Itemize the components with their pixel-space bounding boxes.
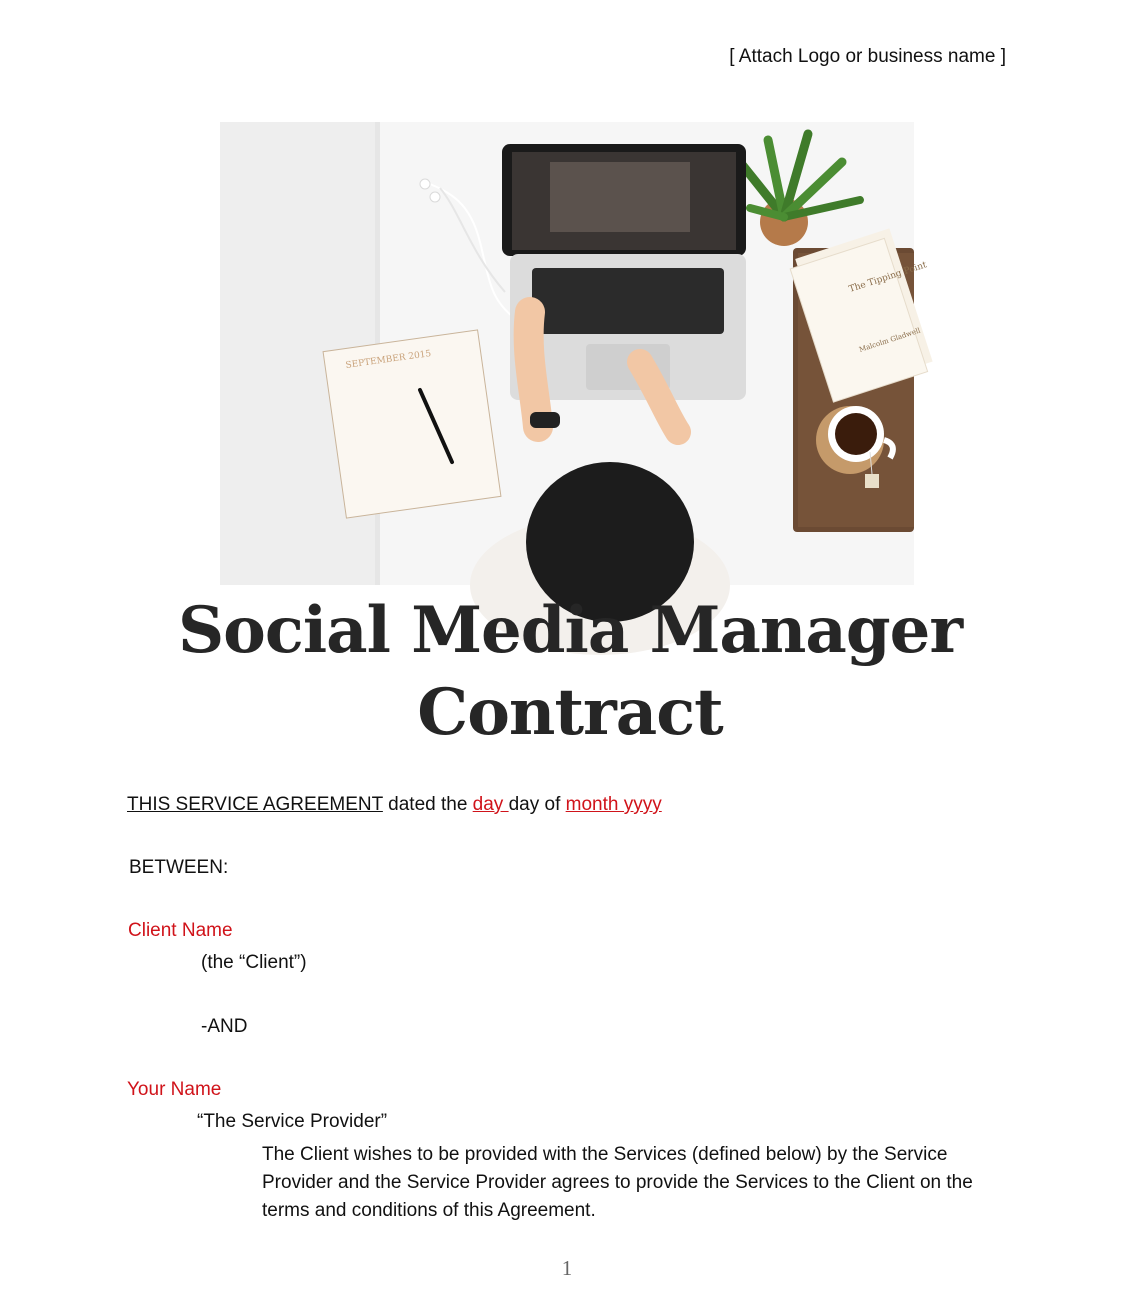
- svg-text:Malcolm Gladwell: Malcolm Gladwell: [858, 326, 922, 354]
- agreement-prefix: THIS SERVICE AGREEMENT: [127, 794, 383, 815]
- title-line-2: Contract: [417, 675, 723, 750]
- agreement-line: [127, 791, 662, 819]
- title-line-1: Social Media Manager: [177, 593, 963, 668]
- client-role: (the “Client”): [201, 952, 307, 973]
- svg-text:SEPTEMBER 2015: SEPTEMBER 2015: [345, 349, 432, 371]
- provider-role: “The Service Provider”: [197, 1111, 388, 1132]
- svg-text:The Tipping Point: The Tipping Point: [847, 260, 929, 295]
- day-field[interactable]: day: [472, 794, 509, 815]
- calendar-icon: [323, 330, 501, 518]
- hero-image: [220, 122, 929, 585]
- between-label: BETWEEN:: [129, 857, 229, 878]
- month-year-field[interactable]: month yyyy: [565, 794, 662, 815]
- agreement-dated-the: dated the: [382, 794, 473, 815]
- your-name-field[interactable]: Your Name: [127, 1079, 222, 1100]
- agreement-day-of: day of: [508, 794, 566, 815]
- client-name-field[interactable]: Client Name: [128, 920, 233, 941]
- recital-paragraph: The Client wishes to be provided with the Services (defined below) by the Service Provider and the Service Provider agrees to provide the Services to the Client on the terms and conditions of this Agreement.: [262, 1144, 973, 1221]
- page-number: 1: [561, 1256, 573, 1280]
- logo-placeholder: [ Attach Logo or business name ]: [729, 46, 1006, 67]
- and-label: -AND: [201, 1016, 248, 1037]
- document-title: [0, 590, 1140, 754]
